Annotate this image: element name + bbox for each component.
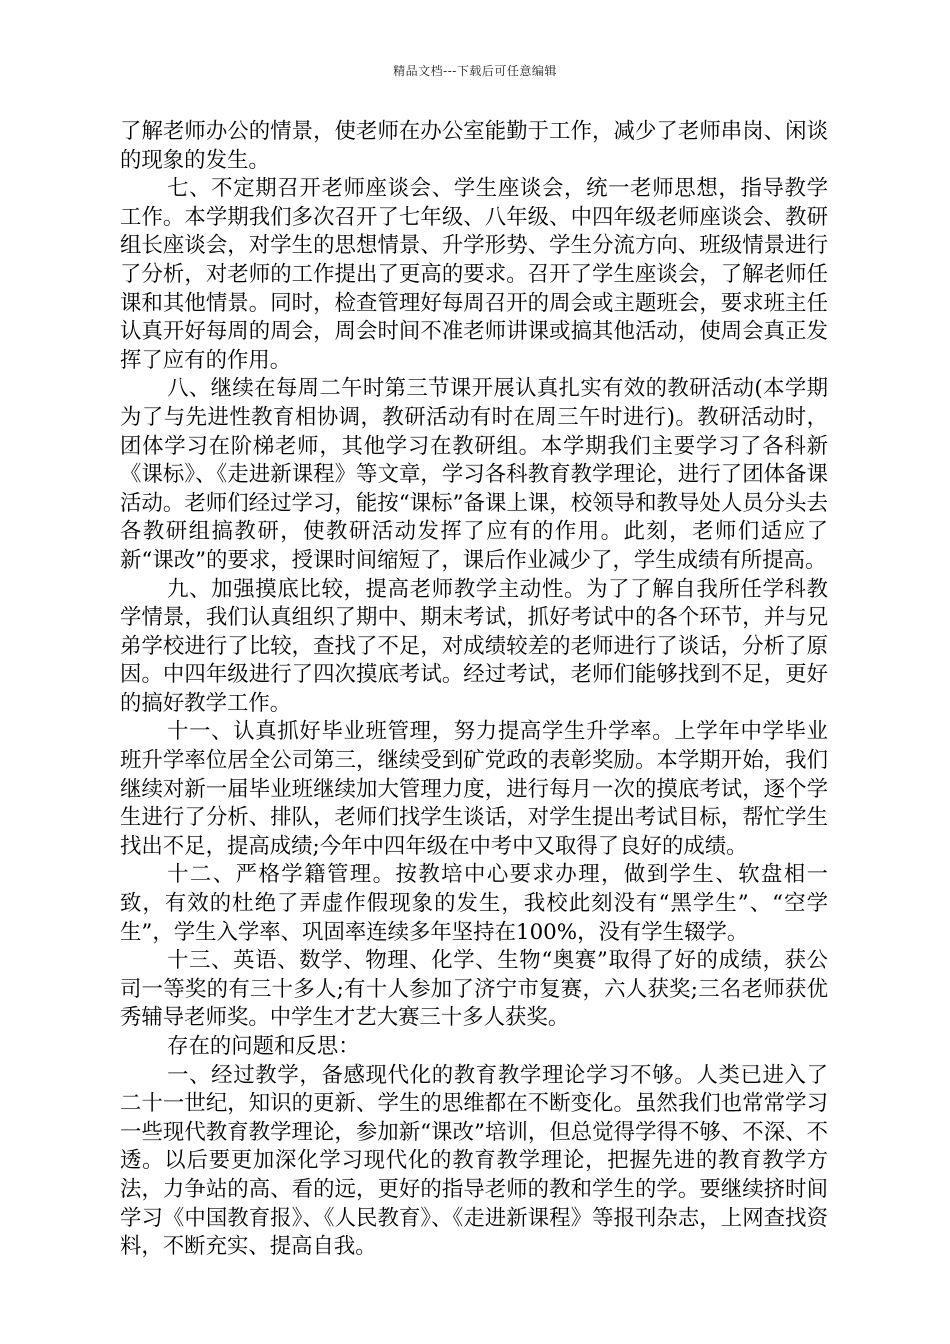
paragraph-item-11: 十一、认真抓好毕业班管理，努力提高学生升学率。上学年中学毕业班升学率位居全公司第三，继续受到矿党政的表彰奖励。本学期开始，我们继续对新一届毕业班继续加大管理力度，进行每月一次的摸底考试，逐个学生进行了分析、排队，老师们找学生谈话，对学生提出考试目标，帮忙学生找出不足，提高成绩;今年中四年级在中考中又取得了良好的成绩。	[120, 719, 828, 859]
document-body	[120, 118, 828, 1262]
paragraph-continuation: 了解老师办公的情景，使老师在办公室能勤于工作，减少了老师串岗、闲谈的现象的发生。	[120, 119, 828, 173]
paragraph-item-8: 八、继续在每周二午时第三节课开展认真扎实有效的教研活动(本学期为了与先进性教育相协调，教研活动有时在周三午时进行)。教研活动时，团体学习在阶梯老师，其他学习在教研组。本学期我们主要学习了各科新《课标》、《走进新课程》等文章，学习各科教育教学理论，进行了团体备课活动。老师们经过学习，能按“课标”备课上课，校领导和教导处人员分头去各教研组搞教研，使教研活动发挥了应有的作用。此刻，老师们适应了新“课改”的要求，授课时间缩短了，课后作业减少了，学生成绩有所提高。	[120, 376, 828, 573]
paragraph-item-12: 十二、严格学籍管理。按教培中心要求办理，做到学生、软盘相一致，有效的杜绝了弄虚作假现象的发生，我校此刻没有“黑学生”、“空学生”，学生入学率、巩固率连续多年坚持在100%，没有学生辍学。	[120, 862, 828, 945]
page-header: 精品文档---下载后可任意编辑	[393, 64, 557, 78]
paragraph-item-7: 七、不定期召开老师座谈会、学生座谈会，统一老师思想，指导教学工作。本学期我们多次召开了七年级、八年级、中四年级老师座谈会、教研组长座谈会，对学生的思想情景、升学形势、学生分流方向、班级情景进行了分析，对老师的工作提出了更高的要求。召开了学生座谈会，了解老师任课和其他情景。同时，检查管理好每周召开的周会或主题班会，要求班主任认真开好每周的周会，周会时间不准老师讲课或搞其他活动，使周会真正发挥了应有的作用。	[120, 176, 828, 373]
paragraph-item-13: 十三、英语、数学、物理、化学、生物“奥赛”取得了好的成绩，获公司一等奖的有三十多人;有十人参加了济宁市复赛，六人获奖;三名老师获优秀辅导老师奖。中学生才艺大赛三十多人获奖。	[120, 948, 828, 1031]
paragraph-item-9: 九、加强摸底比较，提高老师教学主动性。为了了解自我所任学科教学情景，我们认真组织了期中、期末考试，抓好考试中的各个环节，并与兄弟学校进行了比较，查找了不足，对成绩较差的老师进行了谈话，分析了原因。中四年级进行了四次摸底考试。经过考试，老师们能够找到不足，更好的搞好教学工作。	[120, 576, 828, 716]
section-heading-problems: 存在的问题和反思：	[167, 1034, 360, 1059]
paragraph-problem-1: 一、经过教学，备感现代化的教育教学理论学习不够。人类已进入了二十一世纪，知识的更新、学生的思维都在不断变化。虽然我们也常常学习一些现代教育教学理论，参加新“课改”培训，但总觉得学得不够、不深、不透。以后要更加深化学习现代化的教育教学理论，把握先进的教育教学方法，力争站的高、看的远，更好的指导老师的教和学生的学。要继续挤时间学习《中国教育报》、《人民教育》、《走进新课程》等报刊杂志，上网查找资料，不断充实、提高自我。	[120, 1062, 828, 1260]
